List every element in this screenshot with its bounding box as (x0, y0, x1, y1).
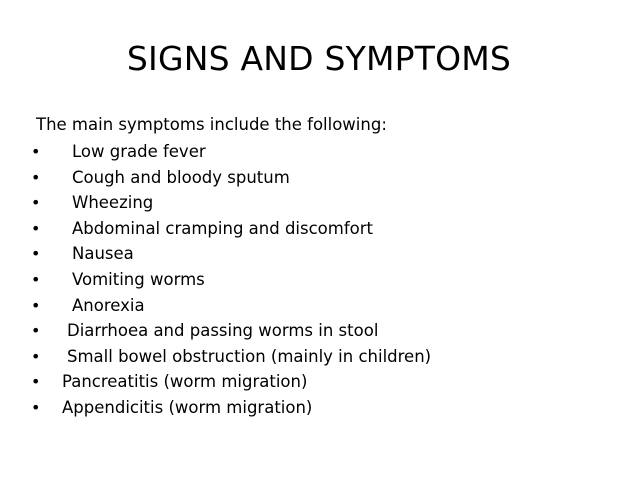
bullet-icon: • (31, 218, 41, 238)
list-item-text: Vomiting worms (72, 269, 205, 289)
bullet-icon: • (31, 193, 41, 213)
bullet-icon: • (31, 397, 41, 417)
list-item-text: Anorexia (72, 295, 145, 315)
intro-text: The main symptoms include the following: (36, 115, 387, 134)
list-item-text: Appendicitis (worm migration) (62, 397, 313, 417)
list-item-text: Low grade fever (72, 142, 206, 161)
bullet-icon: • (31, 372, 41, 392)
bullet-icon: • (31, 346, 41, 366)
bullet-icon: • (31, 244, 41, 264)
list-item-text: Small bowel obstruction (mainly in children) (67, 346, 432, 366)
bullet-icon: • (31, 321, 41, 341)
bullet-icon: • (31, 142, 41, 161)
bullet-icon: • (31, 295, 41, 315)
list-item-text: Diarrhoea and passing worms in stool (67, 321, 379, 341)
list-item-text: Cough and bloody sputum (72, 167, 290, 187)
list-item-text: Pancreatitis (worm migration) (62, 372, 308, 392)
bullet-icon: • (31, 167, 41, 187)
slide-title: SIGNS AND SYMPTOMS (126, 39, 512, 78)
list-item-text: Nausea (72, 244, 134, 264)
list-item-text: Wheezing (72, 193, 154, 213)
list-item-text: Abdominal cramping and discomfort (72, 218, 373, 238)
bullet-icon: • (31, 269, 41, 289)
